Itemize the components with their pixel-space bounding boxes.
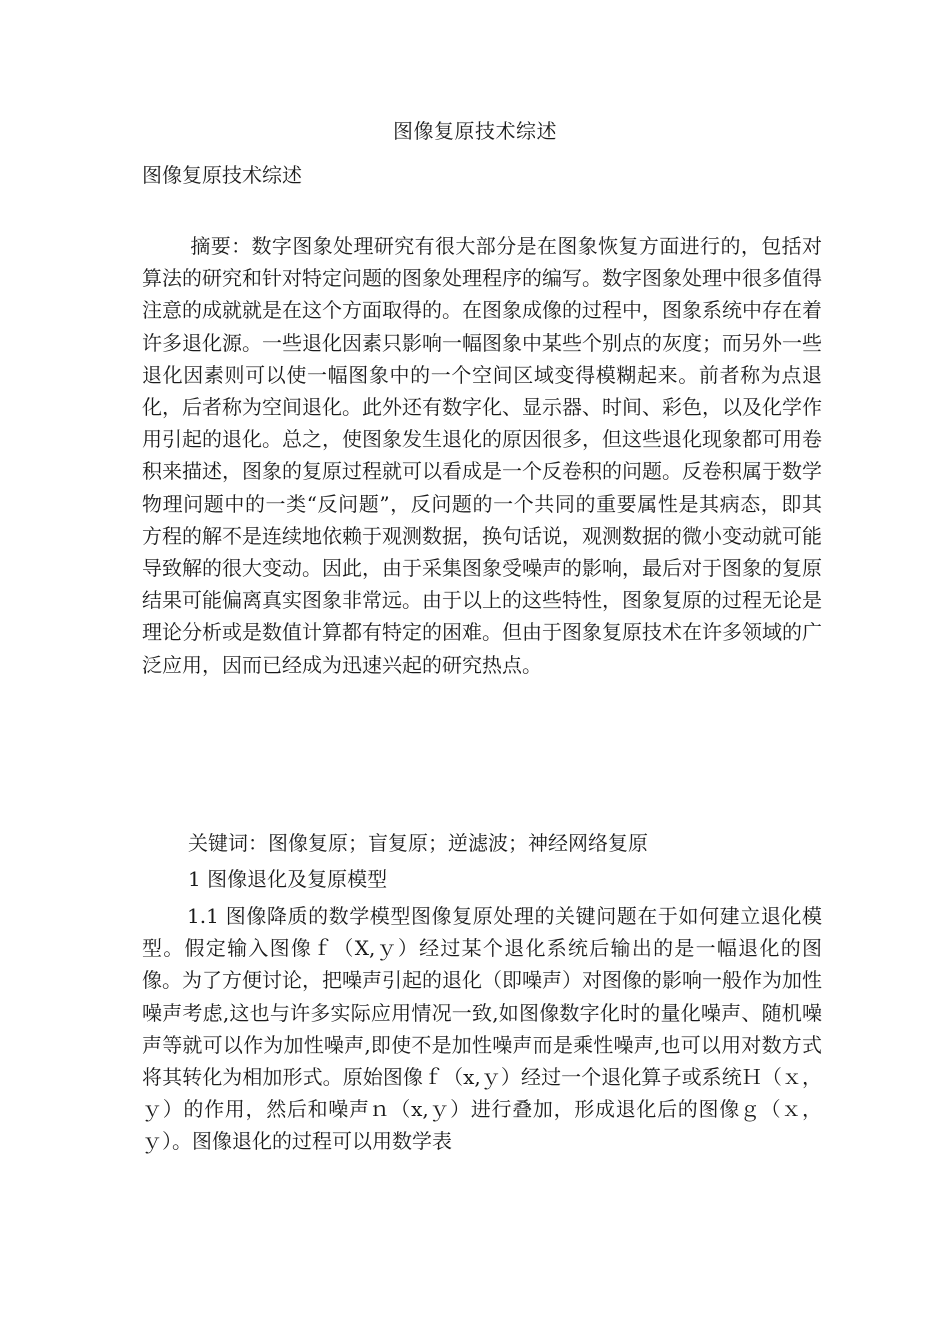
section-heading: 1 图像退化及复原模型 bbox=[188, 867, 388, 891]
section-paragraph bbox=[142, 900, 822, 1158]
document-title: 图像复原技术综述 bbox=[142, 163, 302, 187]
page-header-title: 图像复原技术综述 bbox=[393, 119, 557, 143]
abstract-paragraph bbox=[142, 230, 822, 681]
section-paragraph-text: 1.1 图像降质的数学模型图像复原处理的关键问题在于如何建立退化模型。假定输入图像ｆ（X,ｙ）经过某个退化系统后输出的是一幅退化的图像。为了方便讨论，把噪声引起的退化（即噪声）对图像的影响一般作为加性噪声考虑,这也与许多实际应用情况一致,如图像数字化时的量化噪声、随机噪声等就可以作为加性噪声,即使不是加性噪声而是乘性噪声,也可以用对数方式将其转化为相加形式。原始图像ｆ（x,ｙ）经过一个退化算子或系统Ｈ（ｘ，ｙ）的作用，然后和噪声ｎ（x,ｙ）进行叠加，形成退化后的图像ｇ（ｘ，ｙ）。图像退化的过程可以用数学表 bbox=[142, 904, 822, 1154]
keywords-line: 关键词：图像复原；盲复原；逆滤波；神经网络复原 bbox=[188, 831, 648, 855]
abstract-text: 摘要：数字图象处理研究有很大部分是在图象恢复方面进行的，包括对算法的研究和针对特定问题的图象处理程序的编写。数字图象处理中很多值得注意的成就就是在这个方面取得的。在图象成像的过程中，图象系统中存在着许多退化源。一些退化因素只影响一幅图象中某些个别点的灰度；而另外一些退化因素则可以使一幅图象中的一个空间区域变得模糊起来。前者称为点退化，后者称为空间退化。此外还有数字化、显示器、时间、彩色，以及化学作用引起的退化。总之，使图象发生退化的原因很多，但这些退化现象都可用卷积来描述，图象的复原过程就可以看成是一个反卷积的问题。反卷积属于数学物理问题中的一类“反问题”，反问题的一个共同的重要属性是其病态，即其方程的解不是连续地依赖于观测数据，换句话说，观测数据的微小变动就可能导致解的很大变动。因此，由于采集图象受噪声的影响，最后对于图象的复原结果可能偏离真实图象非常远。由于以上的这些特性，图象复原的过程无论是理论分析或是数值计算都有特定的困难。但由于图象复原技术在许多领域的广泛应用，因而已经成为迅速兴起的研究热点。 bbox=[142, 234, 822, 677]
